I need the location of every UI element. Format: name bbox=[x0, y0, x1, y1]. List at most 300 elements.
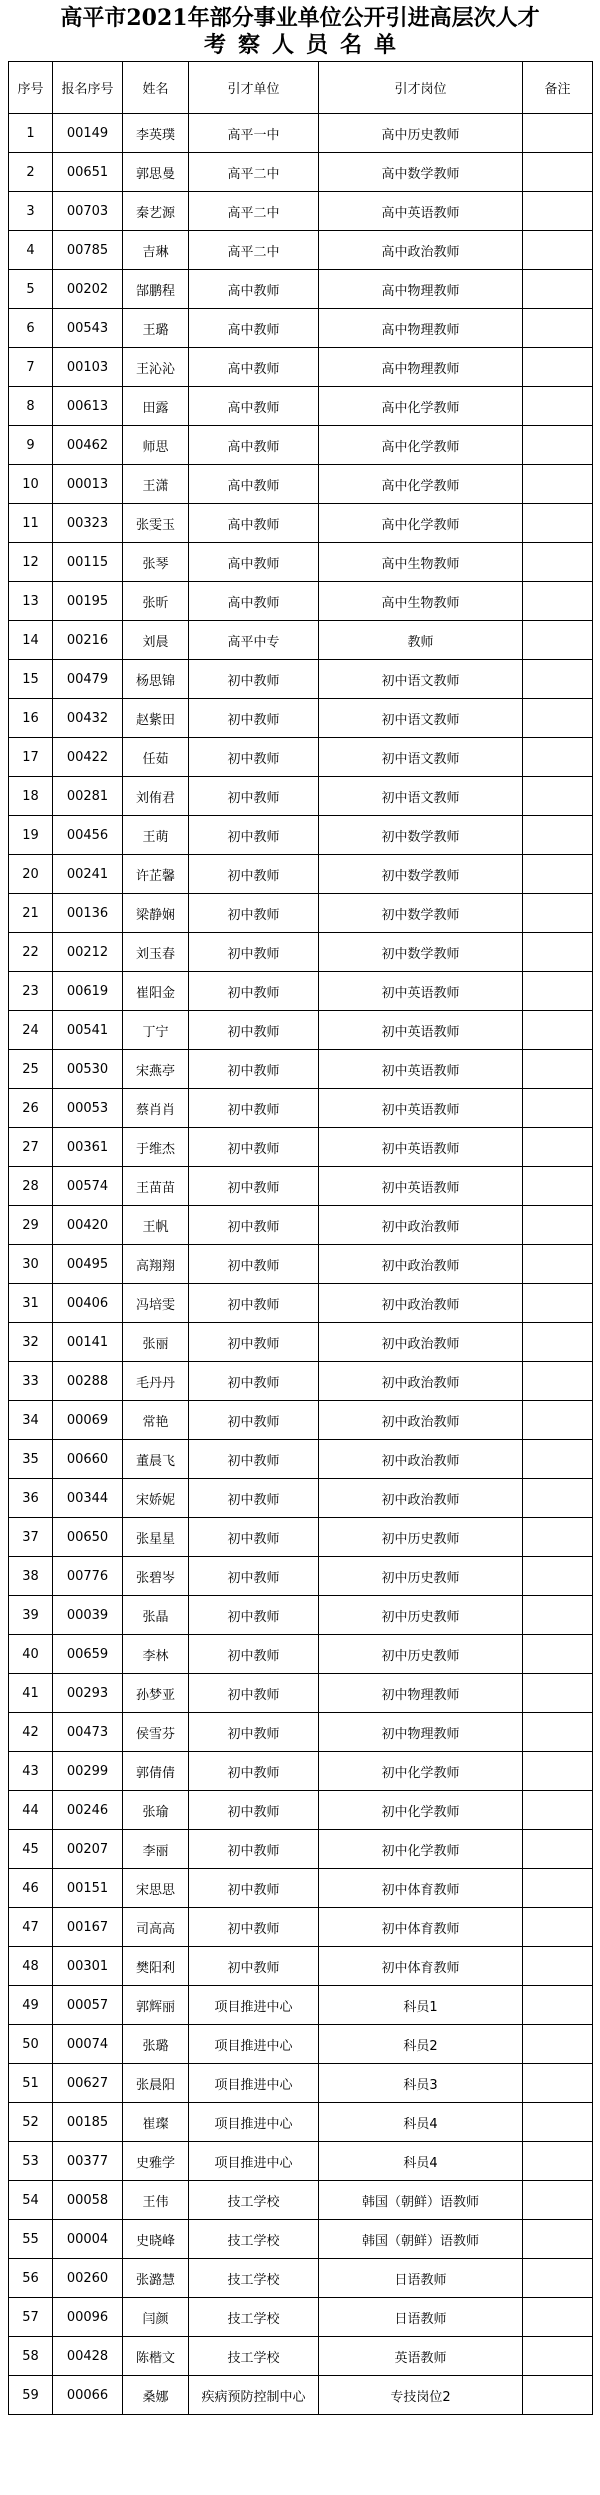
table-row bbox=[9, 543, 593, 582]
cell-unit: 初中教师 bbox=[189, 1752, 319, 1791]
cell-name: 司高高 bbox=[123, 1908, 189, 1947]
cell-post: 初中政治教师 bbox=[319, 1362, 523, 1401]
cell-seq: 4 bbox=[9, 231, 53, 270]
cell-registration-number: 00115 bbox=[53, 543, 123, 582]
cell-note bbox=[523, 894, 593, 933]
table-row bbox=[9, 699, 593, 738]
cell-name: 董晨飞 bbox=[123, 1440, 189, 1479]
cell-note bbox=[523, 1596, 593, 1635]
cell-post: 初中体育教师 bbox=[319, 1947, 523, 1986]
cell-seq: 35 bbox=[9, 1440, 53, 1479]
cell-name: 桑娜 bbox=[123, 2376, 189, 2415]
cell-name: 刘侑君 bbox=[123, 777, 189, 816]
cell-unit: 初中教师 bbox=[189, 1830, 319, 1869]
cell-name: 崔阳金 bbox=[123, 972, 189, 1011]
cell-unit: 初中教师 bbox=[189, 1440, 319, 1479]
cell-name: 高翔翔 bbox=[123, 1245, 189, 1284]
cell-seq: 29 bbox=[9, 1206, 53, 1245]
cell-post: 高中政治教师 bbox=[319, 231, 523, 270]
cell-seq: 34 bbox=[9, 1401, 53, 1440]
cell-seq: 18 bbox=[9, 777, 53, 816]
table-row bbox=[9, 1635, 593, 1674]
cell-registration-number: 00344 bbox=[53, 1479, 123, 1518]
cell-name: 梁静娴 bbox=[123, 894, 189, 933]
cell-post: 初中语文教师 bbox=[319, 699, 523, 738]
cell-registration-number: 00462 bbox=[53, 426, 123, 465]
cell-unit: 初中教师 bbox=[189, 1050, 319, 1089]
table-row bbox=[9, 2142, 593, 2181]
cell-seq: 23 bbox=[9, 972, 53, 1011]
cell-seq: 56 bbox=[9, 2259, 53, 2298]
cell-unit: 初中教师 bbox=[189, 1128, 319, 1167]
cell-note bbox=[523, 777, 593, 816]
cell-seq: 55 bbox=[9, 2220, 53, 2259]
cell-post: 英语教师 bbox=[319, 2337, 523, 2376]
cell-name: 张晨阳 bbox=[123, 2064, 189, 2103]
cell-seq: 54 bbox=[9, 2181, 53, 2220]
table-row bbox=[9, 504, 593, 543]
cell-note bbox=[523, 465, 593, 504]
table-row bbox=[9, 1245, 593, 1284]
cell-unit: 初中教师 bbox=[189, 855, 319, 894]
cell-note bbox=[523, 855, 593, 894]
cell-note bbox=[523, 2025, 593, 2064]
cell-seq: 8 bbox=[9, 387, 53, 426]
cell-note bbox=[523, 1011, 593, 1050]
cell-registration-number: 00420 bbox=[53, 1206, 123, 1245]
cell-unit: 高中教师 bbox=[189, 504, 319, 543]
cell-seq: 45 bbox=[9, 1830, 53, 1869]
cell-note bbox=[523, 1518, 593, 1557]
cell-registration-number: 00058 bbox=[53, 2181, 123, 2220]
cell-seq: 52 bbox=[9, 2103, 53, 2142]
table-row bbox=[9, 1284, 593, 1323]
cell-post: 初中体育教师 bbox=[319, 1908, 523, 1947]
cell-seq: 21 bbox=[9, 894, 53, 933]
cell-name: 师思 bbox=[123, 426, 189, 465]
cell-registration-number: 00428 bbox=[53, 2337, 123, 2376]
cell-registration-number: 00004 bbox=[53, 2220, 123, 2259]
cell-unit: 初中教师 bbox=[189, 1674, 319, 1713]
cell-unit: 高中教师 bbox=[189, 582, 319, 621]
cell-note bbox=[523, 231, 593, 270]
table-row bbox=[9, 1830, 593, 1869]
cell-unit: 高平二中 bbox=[189, 231, 319, 270]
cell-post: 高中历史教师 bbox=[319, 114, 523, 153]
table-row bbox=[9, 2376, 593, 2415]
cell-unit: 高平二中 bbox=[189, 192, 319, 231]
cell-note bbox=[523, 2298, 593, 2337]
cell-unit: 初中教师 bbox=[189, 1596, 319, 1635]
cell-post: 初中政治教师 bbox=[319, 1284, 523, 1323]
table-row bbox=[9, 1518, 593, 1557]
header-seq: 序号 bbox=[9, 62, 53, 114]
table-row bbox=[9, 1947, 593, 1986]
cell-seq: 10 bbox=[9, 465, 53, 504]
table-row bbox=[9, 153, 593, 192]
cell-seq: 32 bbox=[9, 1323, 53, 1362]
table-row bbox=[9, 2103, 593, 2142]
cell-unit: 初中教师 bbox=[189, 1518, 319, 1557]
cell-note bbox=[523, 582, 593, 621]
cell-unit: 初中教师 bbox=[189, 1713, 319, 1752]
cell-note bbox=[523, 1869, 593, 1908]
cell-name: 闫颜 bbox=[123, 2298, 189, 2337]
cell-seq: 40 bbox=[9, 1635, 53, 1674]
cell-note bbox=[523, 1284, 593, 1323]
cell-unit: 初中教师 bbox=[189, 1635, 319, 1674]
cell-unit: 项目推进中心 bbox=[189, 2064, 319, 2103]
cell-seq: 14 bbox=[9, 621, 53, 660]
cell-unit: 初中教师 bbox=[189, 1947, 319, 1986]
cell-post: 初中语文教师 bbox=[319, 660, 523, 699]
cell-seq: 27 bbox=[9, 1128, 53, 1167]
cell-seq: 9 bbox=[9, 426, 53, 465]
cell-note bbox=[523, 1557, 593, 1596]
cell-name: 丁宁 bbox=[123, 1011, 189, 1050]
cell-registration-number: 00776 bbox=[53, 1557, 123, 1596]
cell-post: 高中物理教师 bbox=[319, 348, 523, 387]
cell-seq: 7 bbox=[9, 348, 53, 387]
cell-post: 初中历史教师 bbox=[319, 1635, 523, 1674]
cell-note bbox=[523, 387, 593, 426]
cell-note bbox=[523, 1089, 593, 1128]
cell-unit: 初中教师 bbox=[189, 1362, 319, 1401]
table-row bbox=[9, 816, 593, 855]
cell-name: 陈楷文 bbox=[123, 2337, 189, 2376]
cell-seq: 59 bbox=[9, 2376, 53, 2415]
cell-seq: 31 bbox=[9, 1284, 53, 1323]
cell-name: 王帆 bbox=[123, 1206, 189, 1245]
cell-post: 高中化学教师 bbox=[319, 465, 523, 504]
cell-registration-number: 00260 bbox=[53, 2259, 123, 2298]
cell-note bbox=[523, 1479, 593, 1518]
cell-post: 专技岗位2 bbox=[319, 2376, 523, 2415]
cell-unit: 初中教师 bbox=[189, 894, 319, 933]
cell-name: 许芷馨 bbox=[123, 855, 189, 894]
cell-registration-number: 00136 bbox=[53, 894, 123, 933]
cell-seq: 46 bbox=[9, 1869, 53, 1908]
cell-unit: 初中教师 bbox=[189, 1206, 319, 1245]
cell-note bbox=[523, 1440, 593, 1479]
cell-post: 初中化学教师 bbox=[319, 1752, 523, 1791]
cell-unit: 高中教师 bbox=[189, 543, 319, 582]
cell-post: 初中历史教师 bbox=[319, 1557, 523, 1596]
cell-post: 科员4 bbox=[319, 2103, 523, 2142]
cell-seq: 11 bbox=[9, 504, 53, 543]
table-row bbox=[9, 1908, 593, 1947]
cell-unit: 高中教师 bbox=[189, 387, 319, 426]
cell-post: 初中语文教师 bbox=[319, 777, 523, 816]
cell-unit: 高中教师 bbox=[189, 465, 319, 504]
cell-name: 史雅学 bbox=[123, 2142, 189, 2181]
cell-name: 刘玉春 bbox=[123, 933, 189, 972]
cell-name: 史晓峰 bbox=[123, 2220, 189, 2259]
cell-registration-number: 00456 bbox=[53, 816, 123, 855]
table-row bbox=[9, 972, 593, 1011]
cell-note bbox=[523, 1908, 593, 1947]
cell-post: 高中物理教师 bbox=[319, 270, 523, 309]
cell-seq: 1 bbox=[9, 114, 53, 153]
cell-name: 田露 bbox=[123, 387, 189, 426]
cell-post: 初中物理教师 bbox=[319, 1713, 523, 1752]
table-row bbox=[9, 777, 593, 816]
cell-post: 初中体育教师 bbox=[319, 1869, 523, 1908]
cell-name: 王璐 bbox=[123, 309, 189, 348]
cell-name: 李林 bbox=[123, 1635, 189, 1674]
cell-seq: 42 bbox=[9, 1713, 53, 1752]
cell-post: 初中英语教师 bbox=[319, 1089, 523, 1128]
cell-note bbox=[523, 348, 593, 387]
cell-name: 王萌 bbox=[123, 816, 189, 855]
table-row bbox=[9, 1401, 593, 1440]
table-row bbox=[9, 387, 593, 426]
cell-name: 郭辉丽 bbox=[123, 1986, 189, 2025]
cell-seq: 36 bbox=[9, 1479, 53, 1518]
table-row bbox=[9, 2181, 593, 2220]
cell-unit: 高中教师 bbox=[189, 309, 319, 348]
cell-name: 任茹 bbox=[123, 738, 189, 777]
table-row bbox=[9, 114, 593, 153]
cell-registration-number: 00281 bbox=[53, 777, 123, 816]
cell-name: 王伟 bbox=[123, 2181, 189, 2220]
cell-seq: 19 bbox=[9, 816, 53, 855]
cell-seq: 25 bbox=[9, 1050, 53, 1089]
cell-unit: 项目推进中心 bbox=[189, 2025, 319, 2064]
cell-unit: 高平中专 bbox=[189, 621, 319, 660]
cell-seq: 51 bbox=[9, 2064, 53, 2103]
cell-post: 初中政治教师 bbox=[319, 1401, 523, 1440]
cell-post: 初中历史教师 bbox=[319, 1518, 523, 1557]
table-row bbox=[9, 855, 593, 894]
cell-note bbox=[523, 1791, 593, 1830]
cell-note bbox=[523, 933, 593, 972]
cell-registration-number: 00406 bbox=[53, 1284, 123, 1323]
table-row bbox=[9, 1557, 593, 1596]
cell-registration-number: 00377 bbox=[53, 2142, 123, 2181]
table-row bbox=[9, 933, 593, 972]
cell-seq: 30 bbox=[9, 1245, 53, 1284]
cell-post: 初中化学教师 bbox=[319, 1791, 523, 1830]
table-row bbox=[9, 660, 593, 699]
cell-unit: 高中教师 bbox=[189, 270, 319, 309]
table-row bbox=[9, 582, 593, 621]
cell-registration-number: 00361 bbox=[53, 1128, 123, 1167]
cell-post: 高中化学教师 bbox=[319, 426, 523, 465]
document-title: 高平市2021年部分事业单位公开引进高层次人才 bbox=[60, 5, 540, 31]
cell-seq: 22 bbox=[9, 933, 53, 972]
cell-registration-number: 00541 bbox=[53, 1011, 123, 1050]
table-row bbox=[9, 2064, 593, 2103]
cell-unit: 初中教师 bbox=[189, 1323, 319, 1362]
cell-note bbox=[523, 504, 593, 543]
cell-name: 郭倩倩 bbox=[123, 1752, 189, 1791]
cell-registration-number: 00069 bbox=[53, 1401, 123, 1440]
cell-post: 高中数学教师 bbox=[319, 153, 523, 192]
cell-registration-number: 00074 bbox=[53, 2025, 123, 2064]
cell-note bbox=[523, 270, 593, 309]
cell-note bbox=[523, 1362, 593, 1401]
cell-unit: 初中教师 bbox=[189, 933, 319, 972]
cell-seq: 2 bbox=[9, 153, 53, 192]
cell-registration-number: 00703 bbox=[53, 192, 123, 231]
cell-seq: 37 bbox=[9, 1518, 53, 1557]
cell-post: 教师 bbox=[319, 621, 523, 660]
table-row bbox=[9, 1167, 593, 1206]
cell-registration-number: 00185 bbox=[53, 2103, 123, 2142]
table-row bbox=[9, 1050, 593, 1089]
cell-unit: 初中教师 bbox=[189, 1557, 319, 1596]
candidate-table bbox=[8, 61, 593, 2415]
table-row bbox=[9, 738, 593, 777]
cell-note bbox=[523, 1986, 593, 2025]
cell-note bbox=[523, 1947, 593, 1986]
cell-registration-number: 00495 bbox=[53, 1245, 123, 1284]
document-subtitle: 考察人员名单 bbox=[203, 32, 408, 58]
cell-name: 王潇 bbox=[123, 465, 189, 504]
cell-registration-number: 00543 bbox=[53, 309, 123, 348]
cell-seq: 39 bbox=[9, 1596, 53, 1635]
cell-registration-number: 00039 bbox=[53, 1596, 123, 1635]
cell-registration-number: 00422 bbox=[53, 738, 123, 777]
cell-name: 常艳 bbox=[123, 1401, 189, 1440]
cell-seq: 17 bbox=[9, 738, 53, 777]
table-row bbox=[9, 1440, 593, 1479]
cell-note bbox=[523, 1830, 593, 1869]
cell-note bbox=[523, 1401, 593, 1440]
cell-seq: 6 bbox=[9, 309, 53, 348]
cell-unit: 高平一中 bbox=[189, 114, 319, 153]
cell-registration-number: 00216 bbox=[53, 621, 123, 660]
cell-unit: 初中教师 bbox=[189, 1089, 319, 1128]
cell-name: 宋燕亭 bbox=[123, 1050, 189, 1089]
cell-note bbox=[523, 543, 593, 582]
cell-unit: 初中教师 bbox=[189, 1791, 319, 1830]
cell-seq: 13 bbox=[9, 582, 53, 621]
cell-registration-number: 00301 bbox=[53, 1947, 123, 1986]
cell-unit: 初中教师 bbox=[189, 816, 319, 855]
cell-unit: 技工学校 bbox=[189, 2220, 319, 2259]
table-header-row bbox=[9, 62, 593, 114]
cell-registration-number: 00299 bbox=[53, 1752, 123, 1791]
table-row bbox=[9, 2259, 593, 2298]
table-row bbox=[9, 1128, 593, 1167]
cell-name: 张瑜 bbox=[123, 1791, 189, 1830]
cell-unit: 初中教师 bbox=[189, 738, 319, 777]
table-row bbox=[9, 1713, 593, 1752]
table-row bbox=[9, 2298, 593, 2337]
cell-note bbox=[523, 309, 593, 348]
table-row bbox=[9, 1206, 593, 1245]
cell-unit: 技工学校 bbox=[189, 2337, 319, 2376]
cell-post: 高中生物教师 bbox=[319, 543, 523, 582]
table-body bbox=[9, 114, 593, 2415]
cell-note bbox=[523, 1128, 593, 1167]
cell-seq: 12 bbox=[9, 543, 53, 582]
cell-registration-number: 00246 bbox=[53, 1791, 123, 1830]
cell-post: 初中政治教师 bbox=[319, 1479, 523, 1518]
cell-seq: 53 bbox=[9, 2142, 53, 2181]
cell-post: 初中英语教师 bbox=[319, 1011, 523, 1050]
cell-note bbox=[523, 738, 593, 777]
cell-name: 侯雪芬 bbox=[123, 1713, 189, 1752]
cell-name: 刘晨 bbox=[123, 621, 189, 660]
cell-unit: 疾病预防控制中心 bbox=[189, 2376, 319, 2415]
table-row bbox=[9, 2025, 593, 2064]
cell-post: 初中政治教师 bbox=[319, 1245, 523, 1284]
cell-note bbox=[523, 1245, 593, 1284]
cell-post: 初中政治教师 bbox=[319, 1440, 523, 1479]
cell-post: 初中物理教师 bbox=[319, 1674, 523, 1713]
cell-name: 张丽 bbox=[123, 1323, 189, 1362]
cell-seq: 48 bbox=[9, 1947, 53, 1986]
cell-name: 蔡肖肖 bbox=[123, 1089, 189, 1128]
cell-note bbox=[523, 2376, 593, 2415]
cell-name: 冯培雯 bbox=[123, 1284, 189, 1323]
cell-name: 张昕 bbox=[123, 582, 189, 621]
cell-note bbox=[523, 2103, 593, 2142]
header-post: 引才岗位 bbox=[319, 62, 523, 114]
table-row bbox=[9, 1323, 593, 1362]
cell-post: 初中数学教师 bbox=[319, 894, 523, 933]
header-unit: 引才单位 bbox=[189, 62, 319, 114]
cell-note bbox=[523, 192, 593, 231]
cell-name: 孙梦亚 bbox=[123, 1674, 189, 1713]
cell-note bbox=[523, 1713, 593, 1752]
cell-registration-number: 00627 bbox=[53, 2064, 123, 2103]
cell-post: 高中化学教师 bbox=[319, 387, 523, 426]
cell-seq: 44 bbox=[9, 1791, 53, 1830]
table-row bbox=[9, 426, 593, 465]
cell-post: 韩国（朝鲜）语教师 bbox=[319, 2181, 523, 2220]
cell-note bbox=[523, 1206, 593, 1245]
cell-unit: 初中教师 bbox=[189, 1479, 319, 1518]
cell-registration-number: 00202 bbox=[53, 270, 123, 309]
table-row bbox=[9, 465, 593, 504]
cell-name: 于维杰 bbox=[123, 1128, 189, 1167]
cell-registration-number: 00288 bbox=[53, 1362, 123, 1401]
cell-post: 初中化学教师 bbox=[319, 1830, 523, 1869]
cell-post: 科员3 bbox=[319, 2064, 523, 2103]
table-row bbox=[9, 2220, 593, 2259]
cell-seq: 43 bbox=[9, 1752, 53, 1791]
cell-name: 杨思锦 bbox=[123, 660, 189, 699]
cell-name: 崔璨 bbox=[123, 2103, 189, 2142]
cell-post: 初中英语教师 bbox=[319, 1128, 523, 1167]
cell-registration-number: 00650 bbox=[53, 1518, 123, 1557]
cell-unit: 技工学校 bbox=[189, 2181, 319, 2220]
cell-registration-number: 00323 bbox=[53, 504, 123, 543]
cell-registration-number: 00473 bbox=[53, 1713, 123, 1752]
cell-registration-number: 00479 bbox=[53, 660, 123, 699]
cell-note bbox=[523, 1752, 593, 1791]
cell-name: 张璐 bbox=[123, 2025, 189, 2064]
cell-note bbox=[523, 816, 593, 855]
cell-post: 高中物理教师 bbox=[319, 309, 523, 348]
cell-registration-number: 00785 bbox=[53, 231, 123, 270]
cell-seq: 16 bbox=[9, 699, 53, 738]
cell-unit: 项目推进中心 bbox=[189, 1986, 319, 2025]
table-row bbox=[9, 1362, 593, 1401]
cell-unit: 初中教师 bbox=[189, 1245, 319, 1284]
cell-note bbox=[523, 2220, 593, 2259]
cell-unit: 初中教师 bbox=[189, 777, 319, 816]
table-row bbox=[9, 1596, 593, 1635]
cell-post: 日语教师 bbox=[319, 2259, 523, 2298]
cell-note bbox=[523, 2142, 593, 2181]
cell-note bbox=[523, 2064, 593, 2103]
cell-post: 初中英语教师 bbox=[319, 1167, 523, 1206]
